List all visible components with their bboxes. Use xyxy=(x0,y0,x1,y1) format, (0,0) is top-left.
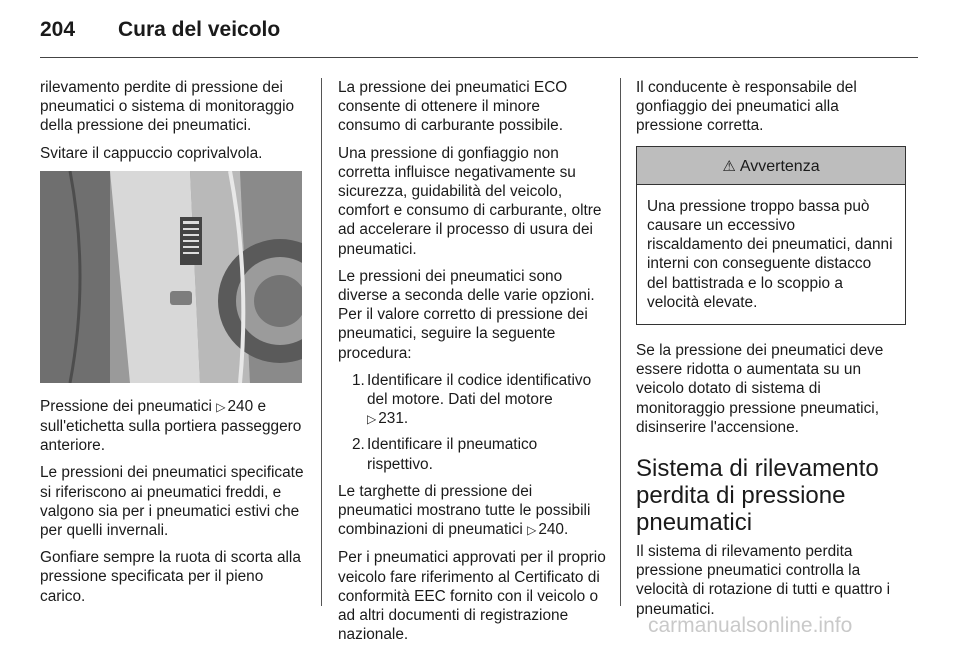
paragraph: Le pressioni dei pneumatici specificate si riferiscono ai pneumatici freddi, e valgono sia per i pneumatici estivi che per quelli invernali. xyxy=(40,464,304,540)
paragraph: Gonfiare sempre la ruota di scorta alla pressione specificata per il pieno carico. xyxy=(40,549,301,605)
column-right xyxy=(636,78,906,627)
warning-text: Una pressione troppo bassa può causare un eccessivo riscaldamento dei pneumatici, danni interni con conseguente distacco del battistrada e lo scoppio a velocità elevate. xyxy=(647,197,893,311)
list-item: 2. Identificare il pneumatico rispettivo. xyxy=(352,436,538,473)
paragraph: La pressione dei pneumatici ECO consente di ottenere il minore consumo di carburante possibile. xyxy=(338,79,568,135)
page-reference[interactable]: ▷ 240. xyxy=(527,521,568,538)
paragraph: Le pressioni dei pneumatici sono diverse a seconda delle varie opzioni. Per il valore corretto di pressione dei pneumatici, seguire la seguente procedura: xyxy=(338,267,595,362)
procedure-list xyxy=(338,371,606,474)
paragraph: Pressione dei pneumatici ▷ 240 e sull'etichetta sulla portiera passeggero anteriore. xyxy=(40,397,308,456)
page-number: 204 xyxy=(40,18,76,41)
header-divider xyxy=(40,57,918,58)
paragraph: Il sistema di rilevamento perdita pressione pneumatici controlla la velocità di rotazione di tutti e quattro i pneumatici. xyxy=(636,543,891,618)
paragraph: Una pressione di gonfiaggio non corretta influisce negativamente su sicurezza, guidabilità del veicolo, comfort e consumo di carburante, oltre ad accelerare il processo di usura dei pneumatici. xyxy=(338,144,602,258)
page-title: Cura del veicolo xyxy=(118,18,281,41)
paragraph: rilevamento perdite di pressione dei pneumatici o sistema di monitoraggio della pressione dei pneumatici. xyxy=(40,79,295,135)
list-item: 1. Identificare il codice identificativo del motore. Dati del motore ▷ 231. xyxy=(338,371,606,430)
paragraph: Svitare il cappuccio coprivalvola. xyxy=(40,144,263,162)
page-reference[interactable]: ▷ 231. xyxy=(367,410,408,427)
column-divider xyxy=(321,78,322,606)
section-heading: Sistema di rilevamento perdita di pressione pneumatici xyxy=(636,455,879,537)
paragraph: Per i pneumatici approvati per il proprio veicolo fare riferimento al Certificato di conformità EEC fornito con il veicolo o ad altri documenti di registrazione nazionale. xyxy=(338,549,606,644)
warning-icon: ⚠ xyxy=(722,157,736,175)
paragraph: Se la pressione dei pneumatici deve essere ridotta o aumentata su un veicolo dotato di sistema di monitoraggio pressione pneumatici, disinserire l'accensione. xyxy=(636,342,884,436)
watermark: carmanualsonline.info xyxy=(648,614,853,637)
page-reference[interactable]: ▷ 240 xyxy=(216,398,253,415)
paragraph: Il conducente è responsabile del gonfiaggio dei pneumatici alla pressione corretta. xyxy=(636,79,857,135)
page-header xyxy=(40,18,918,58)
column-middle xyxy=(338,78,606,652)
warning-title: Avvertenza xyxy=(739,157,820,175)
warning-box xyxy=(636,146,906,325)
column-left xyxy=(40,78,308,614)
warning-header xyxy=(637,147,905,185)
paragraph: Le targhette di pressione dei pneumatici mostrano tutte le possibili combinazioni di pneumatici ▷ 240. xyxy=(338,482,606,541)
door-valve-cap-illustration xyxy=(40,171,302,383)
column-divider xyxy=(620,78,621,606)
